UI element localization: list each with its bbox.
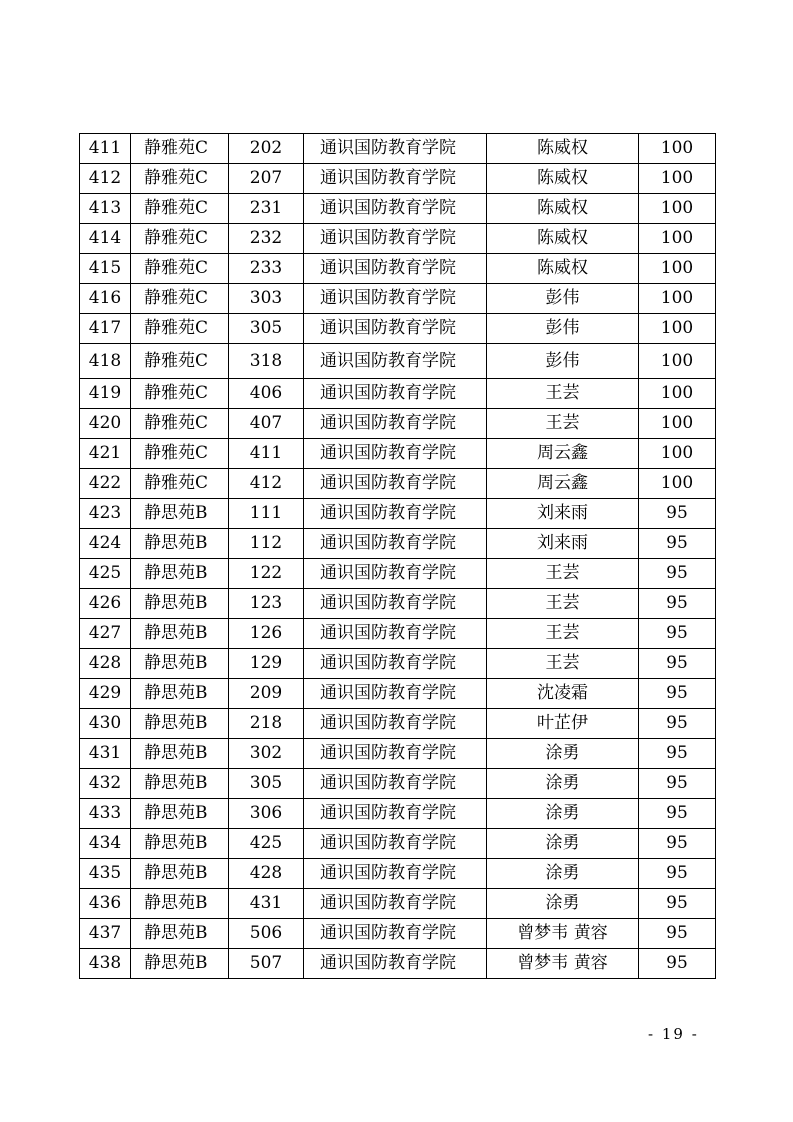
person-in-charge-cell: 王芸 (487, 649, 639, 679)
room-number-cell: 126 (229, 619, 304, 649)
score-cell: 95 (639, 739, 716, 769)
room-number-cell: 231 (229, 194, 304, 224)
person-in-charge-cell: 周云鑫 (487, 439, 639, 469)
dormitory-cell: 静雅苑C (131, 439, 229, 469)
college-cell: 通识国防教育学院 (304, 829, 487, 859)
score-cell: 100 (639, 164, 716, 194)
person-in-charge-cell: 王芸 (487, 589, 639, 619)
row-number-cell: 428 (80, 649, 131, 679)
score-cell: 100 (639, 194, 716, 224)
dormitory-cell: 静雅苑C (131, 344, 229, 379)
table-row (80, 469, 716, 499)
dormitory-cell: 静思苑B (131, 769, 229, 799)
row-number-cell: 417 (80, 314, 131, 344)
score-cell: 95 (639, 919, 716, 949)
person-in-charge-cell: 曾梦韦 黄容 (487, 949, 639, 979)
room-number-cell: 412 (229, 469, 304, 499)
dormitory-cell: 静雅苑C (131, 194, 229, 224)
room-number-cell: 112 (229, 529, 304, 559)
person-in-charge-cell: 叶芷伊 (487, 709, 639, 739)
person-in-charge-cell: 曾梦韦 黄容 (487, 919, 639, 949)
dormitory-cell: 静雅苑C (131, 284, 229, 314)
room-number-cell: 305 (229, 314, 304, 344)
room-number-cell: 318 (229, 344, 304, 379)
person-in-charge-cell: 王芸 (487, 619, 639, 649)
college-cell: 通识国防教育学院 (304, 739, 487, 769)
person-in-charge-cell: 陈威权 (487, 164, 639, 194)
person-in-charge-cell: 周云鑫 (487, 469, 639, 499)
table-row (80, 344, 716, 379)
college-cell: 通识国防教育学院 (304, 709, 487, 739)
row-number-cell: 429 (80, 679, 131, 709)
college-cell: 通识国防教育学院 (304, 344, 487, 379)
row-number-cell: 415 (80, 254, 131, 284)
college-cell: 通识国防教育学院 (304, 619, 487, 649)
dormitory-cell: 静思苑B (131, 529, 229, 559)
college-cell: 通识国防教育学院 (304, 499, 487, 529)
dormitory-cell: 静思苑B (131, 889, 229, 919)
row-number-cell: 427 (80, 619, 131, 649)
person-in-charge-cell: 陈威权 (487, 254, 639, 284)
college-cell: 通识国防教育学院 (304, 799, 487, 829)
score-cell: 95 (639, 949, 716, 979)
room-number-cell: 129 (229, 649, 304, 679)
score-cell: 95 (639, 799, 716, 829)
score-cell: 100 (639, 344, 716, 379)
table-row (80, 619, 716, 649)
row-number-cell: 436 (80, 889, 131, 919)
college-cell: 通识国防教育学院 (304, 679, 487, 709)
room-number-cell: 302 (229, 739, 304, 769)
college-cell: 通识国防教育学院 (304, 409, 487, 439)
score-cell: 95 (639, 559, 716, 589)
person-in-charge-cell: 彭伟 (487, 284, 639, 314)
row-number-cell: 419 (80, 379, 131, 409)
row-number-cell: 420 (80, 409, 131, 439)
dormitory-cell: 静思苑B (131, 709, 229, 739)
row-number-cell: 422 (80, 469, 131, 499)
college-cell: 通识国防教育学院 (304, 439, 487, 469)
score-cell: 95 (639, 529, 716, 559)
score-cell: 95 (639, 679, 716, 709)
row-number-cell: 413 (80, 194, 131, 224)
person-in-charge-cell: 涂勇 (487, 829, 639, 859)
dormitory-cell: 静思苑B (131, 919, 229, 949)
room-number-cell: 425 (229, 829, 304, 859)
table-row (80, 949, 716, 979)
room-number-cell: 123 (229, 589, 304, 619)
row-number-cell: 424 (80, 529, 131, 559)
table-row (80, 589, 716, 619)
score-cell: 100 (639, 439, 716, 469)
dormitory-cell: 静雅苑C (131, 469, 229, 499)
college-cell: 通识国防教育学院 (304, 314, 487, 344)
college-cell: 通识国防教育学院 (304, 164, 487, 194)
person-in-charge-cell: 涂勇 (487, 799, 639, 829)
room-number-cell: 218 (229, 709, 304, 739)
room-number-cell: 407 (229, 409, 304, 439)
row-number-cell: 416 (80, 284, 131, 314)
person-in-charge-cell: 涂勇 (487, 859, 639, 889)
table-row (80, 224, 716, 254)
dormitory-cell: 静思苑B (131, 739, 229, 769)
college-cell: 通识国防教育学院 (304, 589, 487, 619)
room-number-cell: 207 (229, 164, 304, 194)
table-body (80, 134, 716, 979)
table-row (80, 379, 716, 409)
row-number-cell: 434 (80, 829, 131, 859)
table-row (80, 649, 716, 679)
room-number-cell: 305 (229, 769, 304, 799)
room-number-cell: 406 (229, 379, 304, 409)
table-row (80, 314, 716, 344)
person-in-charge-cell: 陈威权 (487, 194, 639, 224)
dormitory-cell: 静思苑B (131, 799, 229, 829)
college-cell: 通识国防教育学院 (304, 224, 487, 254)
college-cell: 通识国防教育学院 (304, 859, 487, 889)
room-number-cell: 111 (229, 499, 304, 529)
college-cell: 通识国防教育学院 (304, 134, 487, 164)
score-cell: 95 (639, 709, 716, 739)
room-number-cell: 233 (229, 254, 304, 284)
score-cell: 95 (639, 859, 716, 889)
table-row (80, 709, 716, 739)
score-cell: 95 (639, 589, 716, 619)
room-number-cell: 306 (229, 799, 304, 829)
row-number-cell: 431 (80, 739, 131, 769)
table-row (80, 164, 716, 194)
college-cell: 通识国防教育学院 (304, 469, 487, 499)
dormitory-cell: 静雅苑C (131, 164, 229, 194)
person-in-charge-cell: 彭伟 (487, 344, 639, 379)
dormitory-cell: 静雅苑C (131, 379, 229, 409)
college-cell: 通识国防教育学院 (304, 889, 487, 919)
person-in-charge-cell: 王芸 (487, 559, 639, 589)
table-row (80, 829, 716, 859)
row-number-cell: 430 (80, 709, 131, 739)
score-cell: 100 (639, 409, 716, 439)
row-number-cell: 426 (80, 589, 131, 619)
person-in-charge-cell: 刘来雨 (487, 499, 639, 529)
row-number-cell: 412 (80, 164, 131, 194)
dormitory-cell: 静思苑B (131, 859, 229, 889)
score-cell: 95 (639, 649, 716, 679)
person-in-charge-cell: 沈凌霜 (487, 679, 639, 709)
table-row (80, 439, 716, 469)
college-cell: 通识国防教育学院 (304, 919, 487, 949)
table-row (80, 529, 716, 559)
person-in-charge-cell: 陈威权 (487, 224, 639, 254)
table-row (80, 284, 716, 314)
dormitory-cell: 静雅苑C (131, 409, 229, 439)
row-number-cell: 437 (80, 919, 131, 949)
dormitory-cell: 静雅苑C (131, 254, 229, 284)
row-number-cell: 425 (80, 559, 131, 589)
college-cell: 通识国防教育学院 (304, 194, 487, 224)
row-number-cell: 418 (80, 344, 131, 379)
score-cell: 100 (639, 314, 716, 344)
row-number-cell: 435 (80, 859, 131, 889)
table-row (80, 134, 716, 164)
score-cell: 95 (639, 499, 716, 529)
score-cell: 95 (639, 889, 716, 919)
person-in-charge-cell: 王芸 (487, 379, 639, 409)
person-in-charge-cell: 涂勇 (487, 769, 639, 799)
dormitory-cell: 静雅苑C (131, 224, 229, 254)
dormitory-cell: 静思苑B (131, 559, 229, 589)
table-row (80, 799, 716, 829)
room-number-cell: 431 (229, 889, 304, 919)
row-number-cell: 421 (80, 439, 131, 469)
person-in-charge-cell: 涂勇 (487, 889, 639, 919)
table-row (80, 194, 716, 224)
score-cell: 95 (639, 829, 716, 859)
room-number-cell: 122 (229, 559, 304, 589)
dormitory-cell: 静思苑B (131, 679, 229, 709)
row-number-cell: 433 (80, 799, 131, 829)
college-cell: 通识国防教育学院 (304, 559, 487, 589)
room-number-cell: 507 (229, 949, 304, 979)
table-row (80, 919, 716, 949)
dormitory-cell: 静思苑B (131, 829, 229, 859)
college-cell: 通识国防教育学院 (304, 949, 487, 979)
row-number-cell: 432 (80, 769, 131, 799)
dormitory-cell: 静思苑B (131, 649, 229, 679)
college-cell: 通识国防教育学院 (304, 254, 487, 284)
row-number-cell: 438 (80, 949, 131, 979)
score-cell: 100 (639, 379, 716, 409)
person-in-charge-cell: 刘来雨 (487, 529, 639, 559)
table-row (80, 254, 716, 284)
room-number-cell: 428 (229, 859, 304, 889)
table-row (80, 499, 716, 529)
score-cell: 100 (639, 284, 716, 314)
person-in-charge-cell: 涂勇 (487, 739, 639, 769)
table-row (80, 859, 716, 889)
college-cell: 通识国防教育学院 (304, 769, 487, 799)
table-row (80, 739, 716, 769)
dormitory-cell: 静思苑B (131, 589, 229, 619)
college-cell: 通识国防教育学院 (304, 529, 487, 559)
college-cell: 通识国防教育学院 (304, 649, 487, 679)
row-number-cell: 414 (80, 224, 131, 254)
person-in-charge-cell: 彭伟 (487, 314, 639, 344)
table-row (80, 889, 716, 919)
table-row (80, 679, 716, 709)
dormitory-cell: 静思苑B (131, 619, 229, 649)
dormitory-score-table (79, 133, 716, 979)
score-cell: 100 (639, 469, 716, 499)
dormitory-cell: 静雅苑C (131, 134, 229, 164)
score-cell: 100 (639, 254, 716, 284)
table-row (80, 409, 716, 439)
row-number-cell: 423 (80, 499, 131, 529)
score-cell: 95 (639, 769, 716, 799)
dormitory-cell: 静思苑B (131, 949, 229, 979)
room-number-cell: 232 (229, 224, 304, 254)
dormitory-cell: 静思苑B (131, 499, 229, 529)
room-number-cell: 303 (229, 284, 304, 314)
table-row (80, 559, 716, 589)
page-number: - 19 - (648, 1025, 699, 1043)
room-number-cell: 202 (229, 134, 304, 164)
table-row (80, 769, 716, 799)
college-cell: 通识国防教育学院 (304, 379, 487, 409)
dormitory-cell: 静雅苑C (131, 314, 229, 344)
score-cell: 100 (639, 134, 716, 164)
person-in-charge-cell: 陈威权 (487, 134, 639, 164)
row-number-cell: 411 (80, 134, 131, 164)
person-in-charge-cell: 王芸 (487, 409, 639, 439)
score-cell: 100 (639, 224, 716, 254)
score-cell: 95 (639, 619, 716, 649)
room-number-cell: 506 (229, 919, 304, 949)
college-cell: 通识国防教育学院 (304, 284, 487, 314)
room-number-cell: 411 (229, 439, 304, 469)
room-number-cell: 209 (229, 679, 304, 709)
